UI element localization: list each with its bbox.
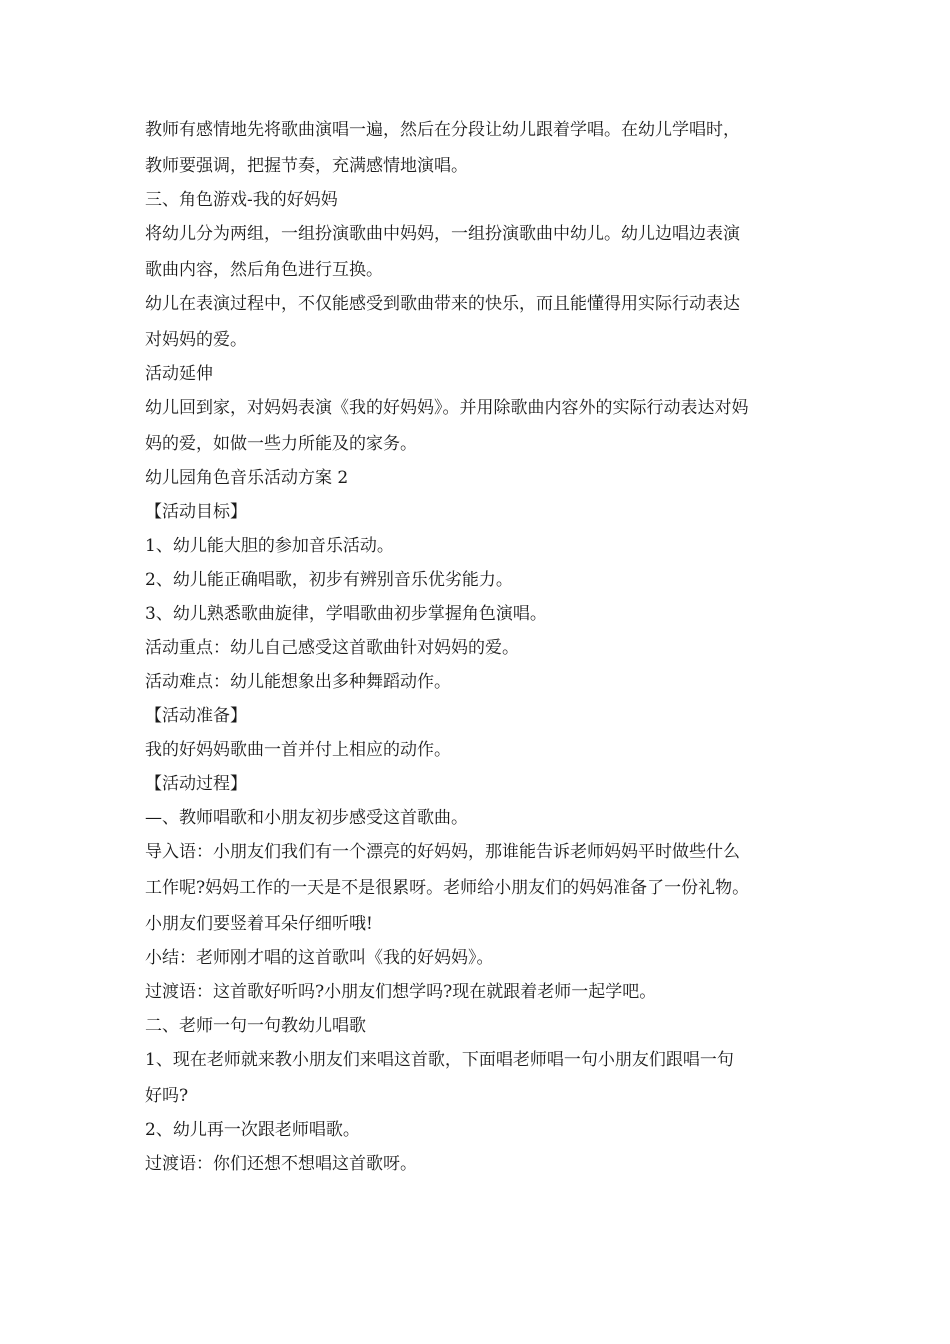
section-heading: 【活动准备】 bbox=[145, 706, 247, 726]
text-line: 歌曲内容，然后角色进行互换。 bbox=[145, 260, 383, 280]
text-line: 过渡语：你们还想不想唱这首歌呀。 bbox=[145, 1154, 417, 1174]
text-line: 导入语：小朋友们我们有一个漂亮的好妈妈，那谁能告诉老师妈妈平时做些什么 bbox=[145, 842, 740, 862]
text-line: 幼儿回到家，对妈妈表演《我的好妈妈》。并用除歌曲内容外的实际行动表达对妈 bbox=[145, 398, 749, 418]
list-item: 2、幼儿能正确唱歌，初步有辨别音乐优劣能力。 bbox=[145, 570, 513, 590]
text-line: 妈的爱，如做一些力所能及的家务。 bbox=[145, 434, 417, 454]
text-line: 小结：老师刚才唱的这首歌叫《我的好妈妈》。 bbox=[145, 948, 494, 968]
text-line: 工作呢?妈妈工作的一天是不是很累呀。老师给小朋友们的妈妈准备了一份礼物。 bbox=[145, 878, 750, 898]
text-line: 教师有感情地先将歌曲演唱一遍，然后在分段让幼儿跟着学唱。在幼儿学唱时， bbox=[145, 120, 740, 140]
document-page bbox=[145, 120, 825, 1174]
text-line: —、教师唱歌和小朋友初步感受这首歌曲。 bbox=[145, 808, 468, 828]
section-heading: 二、老师一句一句教幼儿唱歌 bbox=[145, 1016, 366, 1036]
list-item: 1、现在老师就来教小朋友们来唱这首歌，下面唱老师唱一句小朋友们跟唱一句 bbox=[145, 1050, 734, 1070]
text-line: 活动重点：幼儿自己感受这首歌曲针对妈妈的爱。 bbox=[145, 638, 519, 658]
text-line: 对妈妈的爱。 bbox=[145, 330, 247, 350]
list-item: 好吗? bbox=[145, 1086, 189, 1106]
document-title: 幼儿园角色音乐活动方案 2 bbox=[145, 468, 349, 488]
list-item: 2、幼儿再一次跟老师唱歌。 bbox=[145, 1120, 360, 1140]
section-heading: 【活动过程】 bbox=[145, 774, 247, 794]
text-line: 教师要强调，把握节奏，充满感情地演唱。 bbox=[145, 156, 468, 176]
text-line: 幼儿在表演过程中，不仅能感受到歌曲带来的快乐，而且能懂得用实际行动表达 bbox=[145, 294, 740, 314]
text-line: 将幼儿分为两组，一组扮演歌曲中妈妈，一组扮演歌曲中幼儿。幼儿边唱边表演 bbox=[145, 224, 740, 244]
section-heading: 活动延伸 bbox=[145, 364, 213, 384]
list-item: 1、幼儿能大胆的参加音乐活动。 bbox=[145, 536, 394, 556]
text-line: 过渡语：这首歌好听吗?小朋友们想学吗?现在就跟着老师一起学吧。 bbox=[145, 982, 657, 1002]
section-heading: 【活动目标】 bbox=[145, 502, 247, 522]
text-line: 我的好妈妈歌曲一首并付上相应的动作。 bbox=[145, 740, 451, 760]
section-heading: 三、角色游戏-我的好妈妈 bbox=[145, 190, 338, 210]
text-line: 活动难点：幼儿能想象出多种舞蹈动作。 bbox=[145, 672, 451, 692]
list-item: 3、幼儿熟悉歌曲旋律，学唱歌曲初步掌握角色演唱。 bbox=[145, 604, 547, 624]
text-line: 小朋友们要竖着耳朵仔细听哦! bbox=[145, 914, 373, 934]
